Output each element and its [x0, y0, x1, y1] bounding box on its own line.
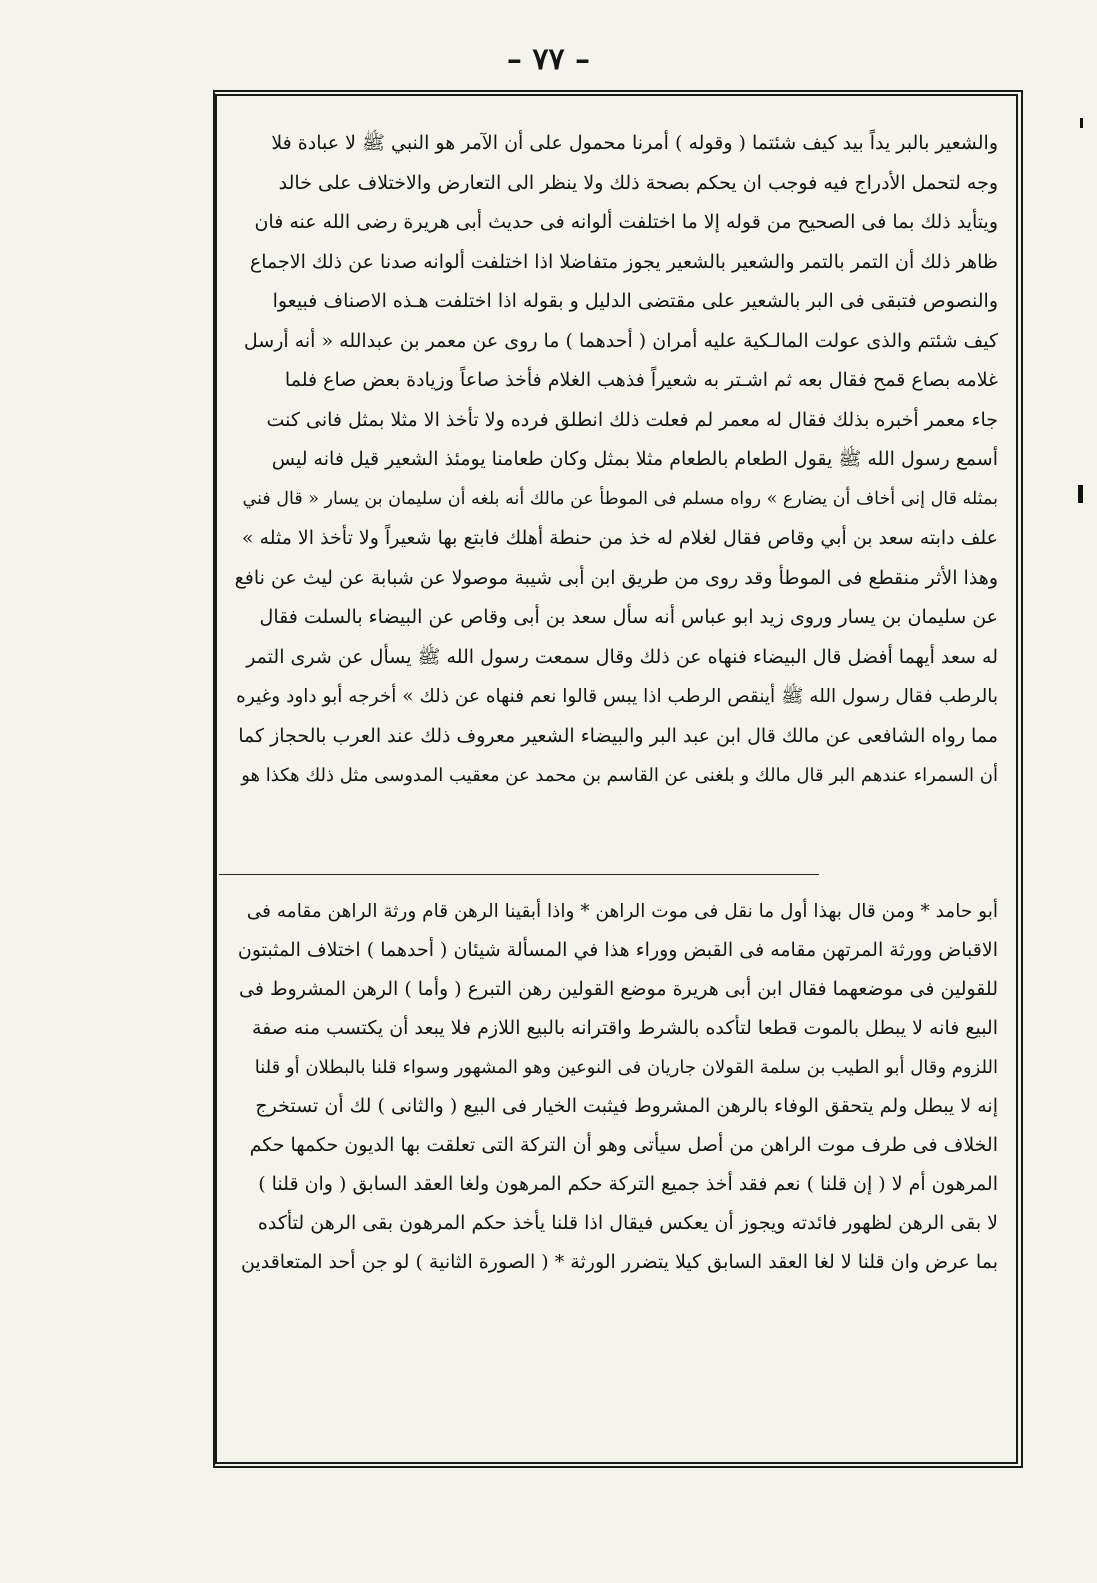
footnote-line: المرهون أم لا ( إن قلنا ) نعم فقد أخذ جميع التركة حكم المرهون ولغا العقد السابق ( وان قلنا )	[258, 1173, 998, 1195]
text-line: والشعير بالبر يداً بيد كيف شئتما ( وقوله ) أمرنا محمول على أن الآمر هو النبي ﷺ لا عبادة فلا	[271, 132, 998, 154]
footnote-text	[235, 892, 998, 1282]
text-line: علف دابته سعد بن أبي وقاص فقال لغلام له خذ من حنطة أهلك فابتع بها شعيراً ولا تأخذ الا مثله »	[241, 527, 998, 549]
margin-mark	[1078, 485, 1083, 503]
footnote-line: لا بقى الرهن لظهور فائدته ويجوز أن يعكس فيقال اذا قلنا يأخذ حكم المرهون بقى الرهن لتأكده	[257, 1212, 998, 1234]
text-line: عن سليمان بن يسار وروى زيد ابو عباس أنه سأل سعد بن أبى وقاص عن البيضاء بالسلت فقال	[259, 606, 998, 628]
footnote-line: البيع فانه لا يبطل بالموت قطعا لتأكده بالشرط واقترانه بالبيع اللازم فلا يبعد أن يكتسب منه صفة	[251, 1017, 998, 1039]
footnote-line: للقولين فى موضعهما فقال ابن أبى هريرة موضع القولين رهن التبرع ( وأما ) الرهن المشروط فى	[239, 978, 998, 1000]
text-line: والنصوص فتبقى فى البر بالشعير على مقتضى الدليل و بقوله اذا اختلفت هـذه الاصناف فبيعوا	[272, 290, 998, 312]
text-line: بالرطب فقال رسول الله ﷺ أينقص الرطب اذا يبس قالوا نعم فنهاه عن ذلك » أخرجه أبو داود وغيره	[236, 686, 998, 707]
text-line: أن السمراء عندهم البر قال مالك و بلغنى عن القاسم بن محمد عن معقيب المدوسى مثل ذلك هكذا هو	[241, 765, 998, 786]
footnote-line: بما عرض وان قلنا لا لغا العقد السابق كيلا يتضرر الورثة * ( الصورة الثانية ) لو جن أحد المتعاقدين	[240, 1251, 998, 1273]
footnote-line: اللزوم وقال أبو الطيب بن سلمة القولان جاريان فى النوعين وهو المشهور وسواء قلنا بالبطلان أو قلنا	[254, 1057, 998, 1078]
footnote-line: أبو حامد * ومن قال بهذا أول ما نقل فى موت الراهن * واذا أبقينا الرهن قام ورثة الراهن مقامه فى	[246, 901, 998, 922]
text-line: وهذا الأثر منقطع فى الموطأ وقد روى من طريق ابن أبى شيبة موصولا عن شبابة عن ليث عن نافع	[235, 566, 998, 589]
text-line: أسمع رسول الله ﷺ يقول الطعام بالطعام مثلا بمثل وكان طعامنا يومئذ الشعير قيل فانه ليس	[271, 448, 998, 470]
text-line: كيف شئتم والذى عولت المالـكية عليه أمران ( أحدهما ) ما روى عن معمر بن عبدالله « أنه أرسل	[243, 329, 998, 352]
text-line: ويتأيد ذلك بما فى الصحيح من قوله إلا ما اختلفت ألوانه فى حديث أبى هريرة رضى الله عنه فان	[254, 211, 998, 233]
text-line: مما رواه الشافعى عن مالك قال ابن عبد البر والبيضاء الشعير معروف ذلك عند العرب بالحجاز كما	[238, 724, 998, 747]
footnote-line: الاقباض وورثة المرتهن مقامه فى القبض ووراء هذا في المسألة شيئان ( أحدهما ) اختلاف المثبتون	[237, 939, 998, 961]
text-line: جاء معمر أخبره بذلك فقال له معمر لم فعلت ذلك انطلق فرده ولا تأخذ الا مثلا بمثل فانى كنت	[266, 408, 998, 431]
text-line: ظاهر ذلك أن التمر بالتمر والشعير بالشعير يجوز متفاضلا اذا اختلفت ألوانه صدنا عن ذلك الاجماع	[249, 250, 998, 273]
footnote-divider	[219, 874, 819, 875]
page-number: – ٧٧ –	[506, 42, 591, 77]
page-frame	[213, 90, 1023, 1468]
text-line: وجه لتحمل الأدراج فيه فوجب ان يحكم بصحة ذلك ولا ينظر الى التعارض والاختلاف على خالد	[278, 171, 998, 194]
main-text	[235, 124, 998, 796]
text-line: له سعد أيهما أفضل قال البيضاء فنهاه عن ذلك وقال سمعت رسول الله ﷺ يسأل عن شرى التمر	[246, 645, 998, 668]
text-line: غلامه بصاع قمح فقال بعه ثم اشـتر به شعيراً فذهب الغلام فأخذ صاعاً وزيادة بعض صاع فلما	[284, 369, 998, 391]
footnote-line: إنه لا يبطل ولم يتحقق الوفاء بالرهن المشروط فيثبت الخيار فى البيع ( والثانى ) لك أن تستخرج	[255, 1095, 998, 1117]
footnote-line: الخلاف فى طرف موت الراهن من أصل سيأتى وهو أن التركة التى تعلقت بها الديون حكمها حكم	[249, 1134, 998, 1156]
margin-mark	[1080, 118, 1083, 128]
text-line: بمثله قال إنى أخاف أن يضارع » رواه مسلم فى الموطأ عن مالك أنه بلغه أن سليمان بن يسار « قال فني	[242, 488, 998, 509]
